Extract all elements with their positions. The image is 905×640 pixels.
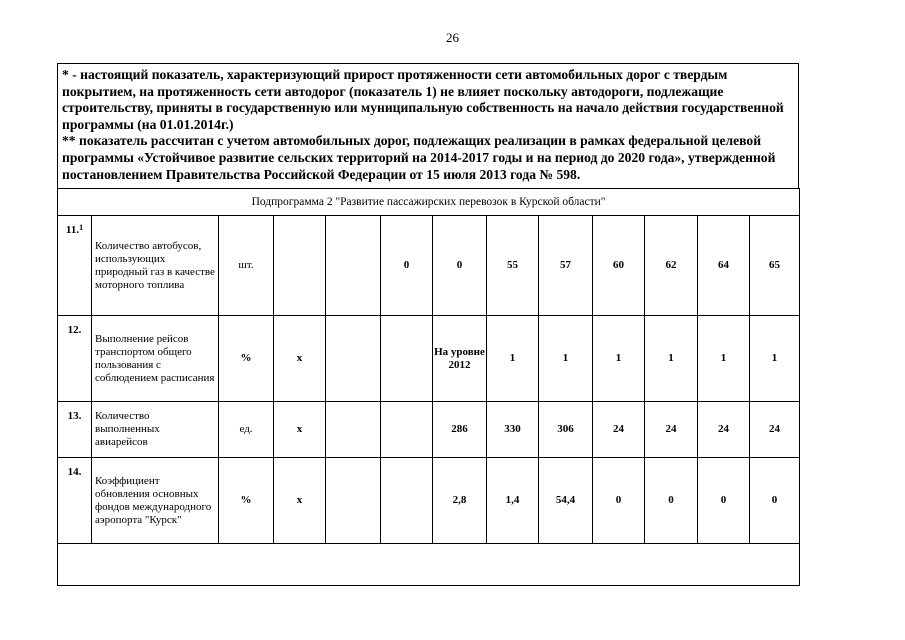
value-cell: 24 <box>750 402 800 458</box>
value-cell: 306 <box>539 402 593 458</box>
value-cell: 0 <box>698 458 750 544</box>
table-row <box>58 458 800 544</box>
value-cell: 1 <box>539 316 593 402</box>
table-row <box>58 316 800 402</box>
indicator-name: Количество автобусов, использующих природный газ в качестве моторного топлива <box>92 216 219 316</box>
row-number: 13. <box>58 402 92 458</box>
row-number: 11.$^1$ <box>58 216 92 316</box>
value-cell: 64 <box>698 216 750 316</box>
indicator-name: Коэффициент обновления основных фондов международного аэропорта "Курск" <box>92 458 219 544</box>
value-cell: 54,4 <box>539 458 593 544</box>
unit-cell: ед. <box>219 402 274 458</box>
value-cell <box>381 458 433 544</box>
value-cell <box>381 402 433 458</box>
value-cell: х <box>274 316 326 402</box>
value-cell <box>326 316 381 402</box>
value-cell: 55 <box>487 216 539 316</box>
unit-cell: % <box>219 316 274 402</box>
empty-row <box>58 544 800 586</box>
note-1: * - настоящий показатель, характеризующий прирост протяженности сети автомобильных дорог с твердым покрытием, на протяженность сети автодорог (показатель 1) не влияет поскольку автодороги, подлежащие строительству, приняты в государственную или муниципальную собственность на начало действия государственной программы (на 01.01.2014г.) <box>62 67 784 132</box>
subprogram-title: Подпрограмма 2 "Развитие пассажирских перевозок в Курской области" <box>58 189 800 216</box>
row-number: 14. <box>58 458 92 544</box>
empty-cell <box>58 544 800 586</box>
value-cell: На уровне 2012 <box>433 316 487 402</box>
value-cell: 0 <box>381 216 433 316</box>
value-cell: 330 <box>487 402 539 458</box>
value-cell <box>326 402 381 458</box>
row-number: 12. <box>58 316 92 402</box>
value-cell: 60 <box>593 216 645 316</box>
value-cell: 1 <box>645 316 698 402</box>
note-2: ** показатель рассчитан с учетом автомобильных дорог, подлежащих реализации в рамках федеральной целевой программы «Устойчивое развитие сельских территорий на 2014-2017 годы и на период до 2020 года», утвержденной постановлением Правительства Российской Федерации от 15 июля 2013 года № 598. <box>62 133 776 182</box>
unit-cell: шт. <box>219 216 274 316</box>
value-cell <box>326 458 381 544</box>
value-cell: 0 <box>433 216 487 316</box>
indicator-name: Выполнение рейсов транспортом общего пользования с соблюдением расписания <box>92 316 219 402</box>
unit-cell: % <box>219 458 274 544</box>
page-number: 26 <box>446 30 459 45</box>
value-cell: 1 <box>750 316 800 402</box>
value-cell: 24 <box>645 402 698 458</box>
value-cell <box>381 316 433 402</box>
value-cell: 1,4 <box>487 458 539 544</box>
value-cell: 65 <box>750 216 800 316</box>
value-cell: х <box>274 402 326 458</box>
indicator-name: Количество выполненных авиарейсов <box>92 402 219 458</box>
indicators-table <box>57 188 800 586</box>
value-cell: 0 <box>593 458 645 544</box>
value-cell: 286 <box>433 402 487 458</box>
value-cell: 24 <box>698 402 750 458</box>
value-cell: 24 <box>593 402 645 458</box>
value-cell: 1 <box>698 316 750 402</box>
value-cell: 0 <box>750 458 800 544</box>
value-cell: 2,8 <box>433 458 487 544</box>
value-cell: 1 <box>487 316 539 402</box>
table-row <box>58 402 800 458</box>
row-number-superscript: 1 <box>79 223 84 232</box>
value-cell <box>274 216 326 316</box>
value-cell: х <box>274 458 326 544</box>
value-cell: 0 <box>645 458 698 544</box>
table-row <box>58 216 800 316</box>
value-cell <box>326 216 381 316</box>
value-cell: 1 <box>593 316 645 402</box>
value-cell: 62 <box>645 216 698 316</box>
value-cell: 57 <box>539 216 593 316</box>
notes-box <box>57 63 799 189</box>
